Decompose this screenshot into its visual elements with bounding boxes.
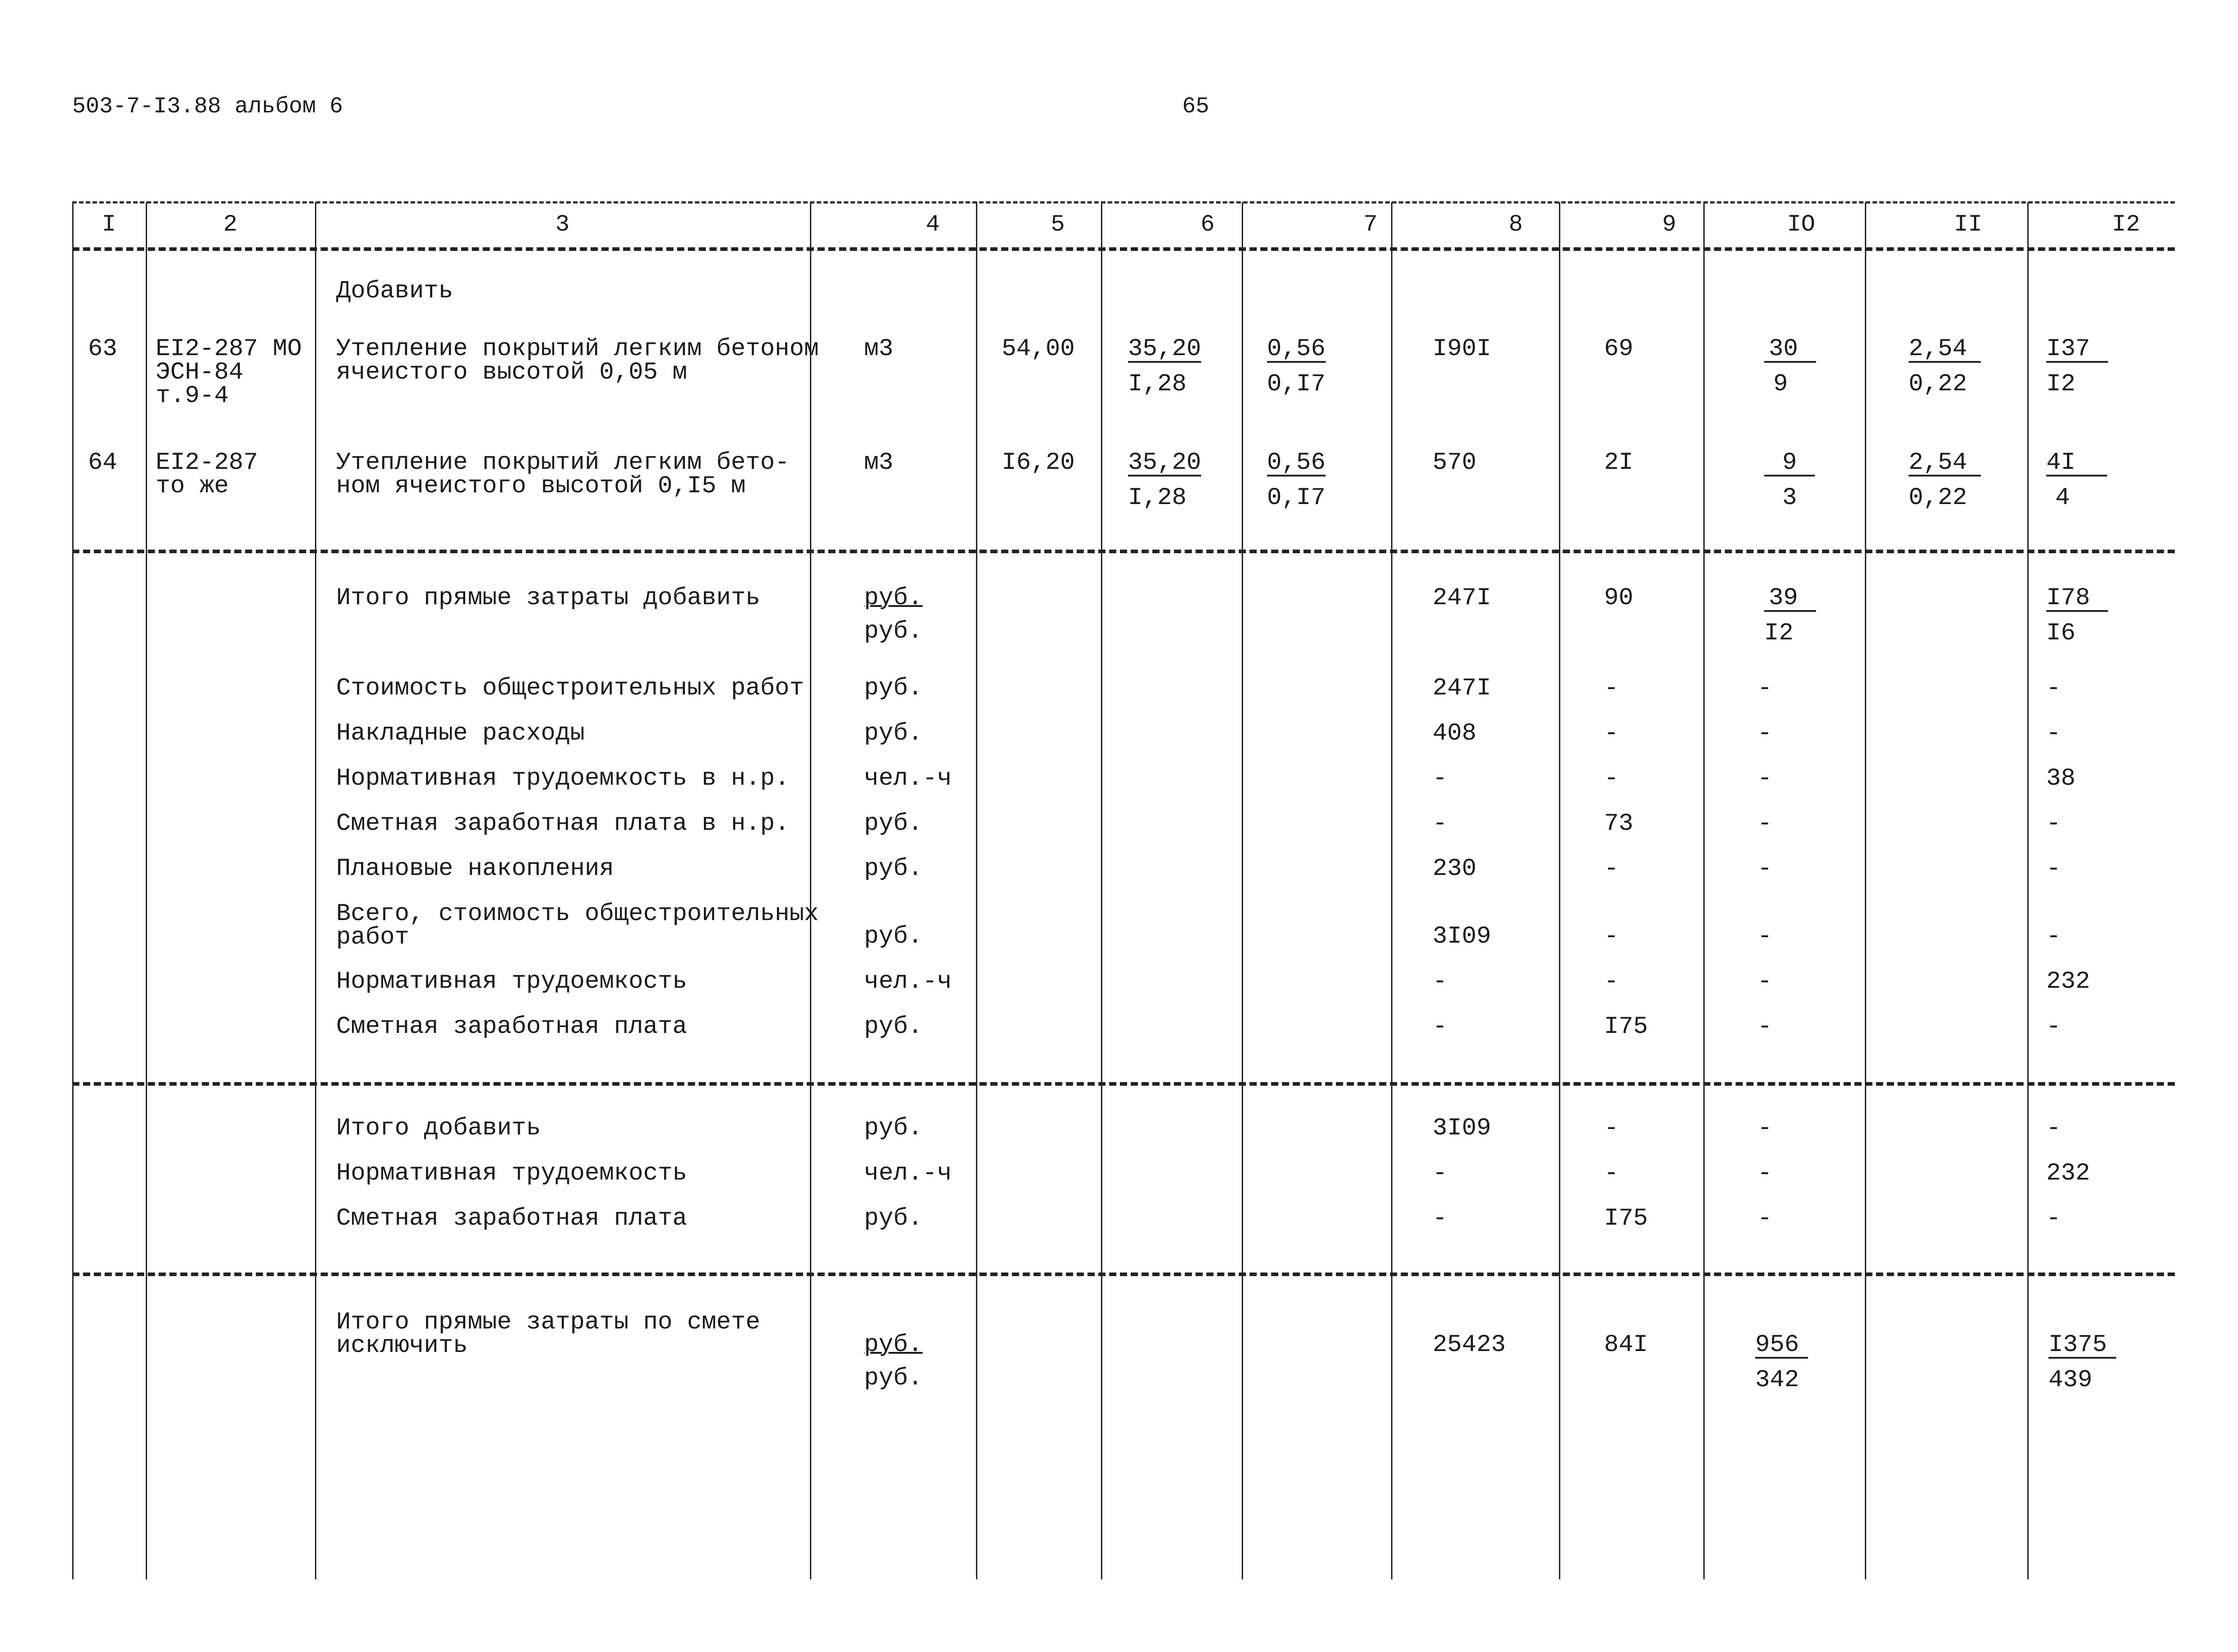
- unit: руб.: [864, 923, 923, 950]
- total-cost: 247I: [1433, 675, 1491, 702]
- machine-cost: -: [1757, 1160, 1772, 1187]
- total-line-label: Нормативная трудоемкость в н.р.: [336, 765, 790, 792]
- total-wage: -: [1604, 720, 1619, 747]
- labor-total: 232: [2046, 968, 2090, 995]
- total-wage: -: [1604, 855, 1619, 883]
- labor-total: -: [2046, 1205, 2061, 1232]
- unit: м3: [864, 335, 893, 363]
- col-divider: [1242, 202, 1243, 1579]
- section-separator: [72, 1273, 2175, 1276]
- unit: руб.: [864, 675, 923, 702]
- total-cost: -: [1433, 810, 1447, 838]
- labor-total-fraction: $\frac{I78}{I6}$: [2046, 587, 2108, 645]
- total-cost: -: [1433, 1013, 1447, 1041]
- unit-labor-fraction: $\frac{0,56}{0,I7}$: [1267, 449, 1326, 512]
- col-divider: [72, 202, 74, 1579]
- column-header: 4: [925, 211, 940, 238]
- total-cost: 408: [1433, 720, 1477, 747]
- unit: чел.-ч: [864, 968, 952, 995]
- unit: руб. руб.: [864, 1331, 923, 1392]
- total-cost: 3I09: [1433, 923, 1491, 950]
- total-wage: -: [1604, 968, 1619, 995]
- quantity: 54,00: [1002, 335, 1075, 363]
- total-line-label: Стоимость общестроительных работ: [336, 675, 804, 702]
- unit: чел.-ч: [864, 765, 952, 792]
- machine-cost: -: [1757, 855, 1772, 883]
- machine-cost: -: [1757, 1013, 1772, 1041]
- labor-total-fraction: $\frac{I375}{439}$: [2048, 1333, 2116, 1392]
- column-header: 8: [1508, 211, 1523, 238]
- total-line-label: Плановые накопления: [336, 855, 614, 883]
- labor-total: -: [2046, 1115, 2061, 1142]
- column-header: II: [1954, 211, 1982, 238]
- labor-per-unit-fraction: $\frac{2,54}{0,22}$: [1909, 338, 1981, 396]
- norm-code: EI2-287 то же: [156, 449, 258, 500]
- machine-cost: -: [1757, 1115, 1772, 1142]
- machine-cost: -: [1757, 968, 1772, 995]
- unit: м3: [864, 449, 893, 477]
- quantity: I6,20: [1002, 449, 1075, 477]
- column-header: IO: [1787, 211, 1815, 238]
- column-header: I: [102, 211, 116, 238]
- column-header: 5: [1050, 211, 1065, 238]
- labor-total: 232: [2046, 1160, 2090, 1187]
- total-cost: I90I: [1433, 335, 1491, 363]
- total-wage: 90: [1604, 584, 1633, 612]
- labor-total: -: [2046, 855, 2061, 883]
- section-separator: [72, 1082, 2175, 1086]
- total-cost: 25423: [1433, 1331, 1506, 1359]
- total-line-label: Сметная заработная плата в н.р.: [336, 810, 790, 838]
- total-label: Итого прямые затраты по смете исключить: [336, 1309, 760, 1360]
- work-description: Утепление покрытий легким бетоном ячеистого высотой 0,05 м: [336, 335, 819, 386]
- total-cost: -: [1433, 1205, 1447, 1232]
- machine-cost: -: [1757, 1205, 1772, 1232]
- total-line-label: Нормативная трудоемкость: [336, 1160, 687, 1187]
- total-wage: I75: [1604, 1013, 1648, 1041]
- unit: руб.: [864, 1013, 923, 1041]
- machine-cost-fraction: $\frac{39}{I2}$: [1764, 587, 1816, 645]
- column-header: 7: [1363, 211, 1378, 238]
- unit-cost-fraction: $\frac{35,20}{I,28}$: [1128, 335, 1202, 398]
- labor-total: -: [2046, 1013, 2061, 1041]
- total-cost: 570: [1433, 449, 1477, 477]
- document-code: 503-7-I3.88 альбом 6: [72, 94, 343, 120]
- total-wage: -: [1604, 923, 1619, 950]
- total-line-label: Нормативная трудоемкость: [336, 968, 687, 995]
- col-divider: [2027, 202, 2029, 1579]
- column-header: 3: [555, 211, 570, 238]
- unit: чел.-ч: [864, 1160, 952, 1187]
- unit: руб.: [864, 720, 923, 747]
- machine-cost-fraction: $\frac{956}{342}$: [1755, 1333, 1808, 1392]
- machine-cost: -: [1757, 675, 1772, 702]
- col-divider: [146, 202, 147, 1579]
- total-wage: 84I: [1604, 1331, 1648, 1359]
- unit-cost-fraction: $\frac{35,20}{I,28}$: [1128, 449, 1202, 512]
- total-cost: -: [1433, 765, 1447, 792]
- labor-per-unit-fraction: $\frac{2,54}{0,22}$: [1909, 451, 1981, 510]
- machine-cost: -: [1757, 923, 1772, 950]
- section-separator: [72, 550, 2175, 553]
- col-divider: [1391, 202, 1392, 1579]
- machine-cost: -: [1757, 720, 1772, 747]
- col-divider: [810, 202, 811, 1579]
- machine-cost: -: [1757, 810, 1772, 838]
- unit: руб.: [864, 855, 923, 883]
- total-cost: 3I09: [1433, 1115, 1491, 1142]
- total-wage: -: [1604, 765, 1619, 792]
- unit: руб. руб.: [864, 584, 923, 645]
- unit-labor-fraction: $\frac{0,56}{0,I7}$: [1267, 335, 1326, 398]
- total-wage: 69: [1604, 335, 1633, 363]
- row-number: 63: [88, 335, 117, 363]
- row-number: 64: [88, 449, 117, 477]
- machine-cost-fraction: $\frac{30}{9}$: [1764, 338, 1816, 396]
- total-line-label: Накладные расходы: [336, 720, 585, 747]
- labor-total: -: [2046, 675, 2061, 702]
- total-cost: -: [1433, 1160, 1447, 1187]
- col-divider: [315, 202, 316, 1579]
- total-wage: 2I: [1604, 449, 1633, 477]
- total-line-label: Сметная заработная плата: [336, 1013, 687, 1041]
- work-description: Утепление покрытий легким бето- ном ячеистого высотой 0,I5 м: [336, 449, 790, 500]
- unit: руб.: [864, 810, 923, 838]
- labor-total-fraction: $\frac{I37}{I2}$: [2046, 338, 2108, 396]
- col-divider: [1703, 202, 1705, 1579]
- col-divider: [1559, 202, 1560, 1579]
- column-header: 2: [223, 211, 238, 238]
- labor-total: 38: [2046, 765, 2076, 792]
- labor-total: -: [2046, 810, 2061, 838]
- header-separator: [72, 247, 2175, 251]
- machine-cost: -: [1757, 765, 1772, 792]
- total-wage: I75: [1604, 1205, 1648, 1232]
- labor-total: -: [2046, 923, 2061, 950]
- column-header: 9: [1662, 211, 1676, 238]
- total-line-label: Сметная заработная плата: [336, 1205, 687, 1232]
- total-all-label: Всего, стоимость общестроительных работ: [336, 900, 819, 951]
- machine-cost-fraction: $\frac{9}{3}$: [1764, 451, 1815, 510]
- col-divider: [1101, 202, 1102, 1579]
- norm-code: EI2-287 МО ЭСН-84 т.9-4: [156, 335, 302, 410]
- total-wage: 73: [1604, 810, 1633, 838]
- column-header: I2: [2112, 211, 2140, 238]
- total-wage: -: [1604, 1160, 1619, 1187]
- col-divider: [1865, 202, 1866, 1579]
- labor-total-fraction: $\frac{4I}{4}$: [2046, 451, 2107, 510]
- total-cost: 230: [1433, 855, 1477, 883]
- total-label: Итого прямые затраты добавить: [336, 584, 760, 612]
- total-wage: -: [1604, 675, 1619, 702]
- section-title: Добавить: [336, 278, 453, 305]
- total-cost: 247I: [1433, 584, 1491, 612]
- col-divider: [976, 202, 977, 1579]
- table-top-border: [72, 201, 2175, 204]
- total-line-label: Итого добавить: [336, 1115, 541, 1142]
- labor-total: -: [2046, 720, 2061, 747]
- page-number: 65: [1182, 94, 1210, 120]
- total-wage: -: [1604, 1115, 1619, 1142]
- unit: руб.: [864, 1115, 923, 1142]
- total-cost: -: [1433, 968, 1447, 995]
- unit: руб.: [864, 1205, 923, 1232]
- column-header: 6: [1200, 211, 1215, 238]
